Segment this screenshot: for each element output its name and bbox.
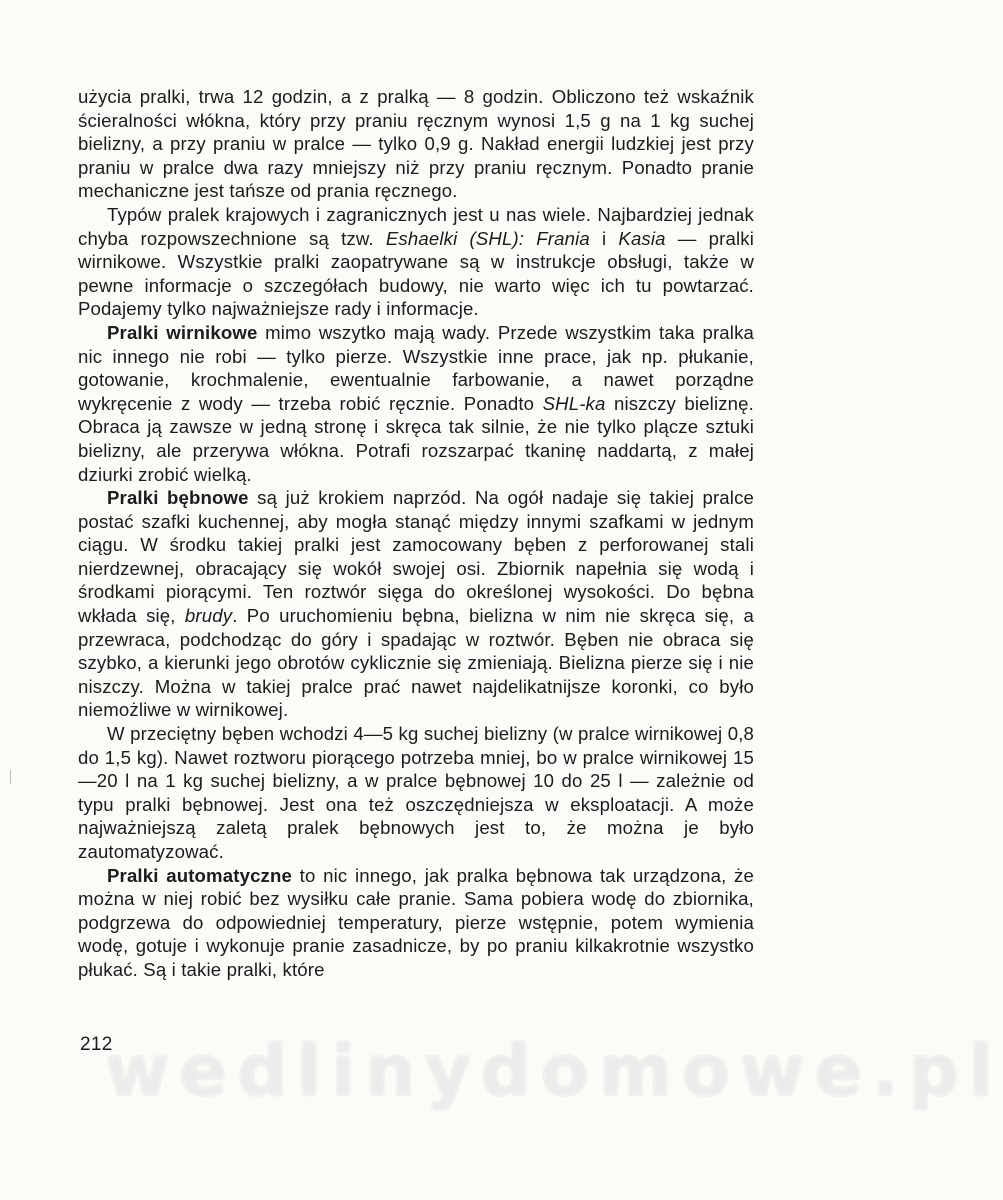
brand-names: Eshaelki (SHL): Frania xyxy=(385,227,590,249)
paragraph-3: Pralki wirnikowe mimo wszytko mają wady. Przede wszystkim taka pralka nic innego nie robi — tylko pierze. Wszystkie inne prace, jak np. płukanie, gotowanie, krochmalenie, ewentualnie farbowanie, a nawet porządne wykręcenie z wody — trzeba robić ręcznie. Ponadto SHL-ka niszczy bieliznę. Obraca ją zawsze w jedną stronę i skręca tak silnie, że nie tylko plącze sztuki bielizny, ale przerywa włókna. Potrafi rozszarpać tkaninę naddartą, z małej dziurki zrobić wielką. xyxy=(78,321,755,485)
paragraph-2: Typów pralek krajowych i zagranicznych jest u nas wiele. Najbardziej jednak chyba rozpowszechnione są tzw. Eshaelki (SHL): Frania i Kasia — pralki wirnikowe. Wszystkie pralki zaopatrywane są w instrukcje obsługi, także w pewne informacje o szczegółach budowy, nie warto więc ich tu powtarzać. Podajemy tylko najważniejsze rady i informacje. xyxy=(78,203,754,320)
watermark: wedlinydomowe.pl xyxy=(105,1030,1003,1112)
term-brudy: brudy xyxy=(184,605,233,627)
heading-pralki-bebnowe: Pralki bębnowe xyxy=(107,487,249,509)
term-shl-ka: SHL-ka xyxy=(542,392,606,414)
paragraph-4: Pralki bębnowe są już krokiem naprzód. Na ogół nadaje się takiej pralce postać szafki kuchennej, aby mogła stanąć między innymi szafkami w jednym ciągu. W środku takiej pralki jest zamocowany bęben z perforowanej stali nierdzewnej, obracający się wokół swojej osi. Zbiornik napełnia się wodą i środkami piorącymi. Ten roztwór sięga do określonej wysokości. Do bębna wkłada się, brudy. Po uruchomieniu bębna, bielizna w nim nie skręca się, a przewraca, podchodząc do góry i spadając w roztwór. Bęben nie obraca się szybko, a kierunki jego obrotów cyklicznie się zmieniają. Bielizna pierze się i nie niszczy. Można w takiej pralce prać nawet najdelikatnijsze koronki, co było niemożliwe w wirnikowej. xyxy=(78,487,755,721)
paragraph-1: użycia pralki, trwa 12 godzin, a z pralką — 8 godzin. Obliczono też wskaźnik ścieralności włókna, który przy praniu ręcznym wynosi 1,5 g na 1 kg suchej bielizny, a przy praniu w pralce — tylko 0,9 g. Nakład energii ludzkiej jest przy praniu w pralce dwa razy mniejszy niż przy praniu ręcznym. Ponadto pranie mechaniczne jest tańsze od prania ręcznego. xyxy=(78,86,754,202)
paragraph-5: W przeciętny bęben wchodzi 4—5 kg suchej bielizny (w pralce wirnikowej 0,8 do 1,5 kg). Nawet roztworu piorącego potrzeba mniej, bo w pralce wirnikowej 15—20 l na 1 kg suchej bielizny, a w pralce bębnowej 10 do 25 l — zależnie od typu pralki bębnowej. Jest ona też oszczędniejsza w eksploatacji. A może najważniejszą zaletą pralek bębnowych jest to, że można je było zautomatyzować. xyxy=(78,723,754,862)
heading-pralki-automatyczne: Pralki automatyczne xyxy=(107,864,293,886)
body-text xyxy=(78,85,754,982)
paragraph-6: Pralki automatyczne to nic innego, jak pralka bębnowa tak urządzona, że można w niej robić bez wysiłku całe pranie. Sama pobiera wodę do zbiornika, podgrzewa do odpowiedniej temperatury, pierze wstępnie, potem wymienia wodę, gotuje i wykonuje pranie zasadnicze, by po praniu kilkakrotnie wszystko płukać. Są i takie pralki, które xyxy=(78,864,754,980)
heading-pralki-wirnikowe: Pralki wirnikowe xyxy=(107,321,258,343)
page-number: 212 xyxy=(80,1034,113,1055)
scan-speck xyxy=(10,770,11,784)
brand-name-kasia: Kasia xyxy=(618,227,666,249)
